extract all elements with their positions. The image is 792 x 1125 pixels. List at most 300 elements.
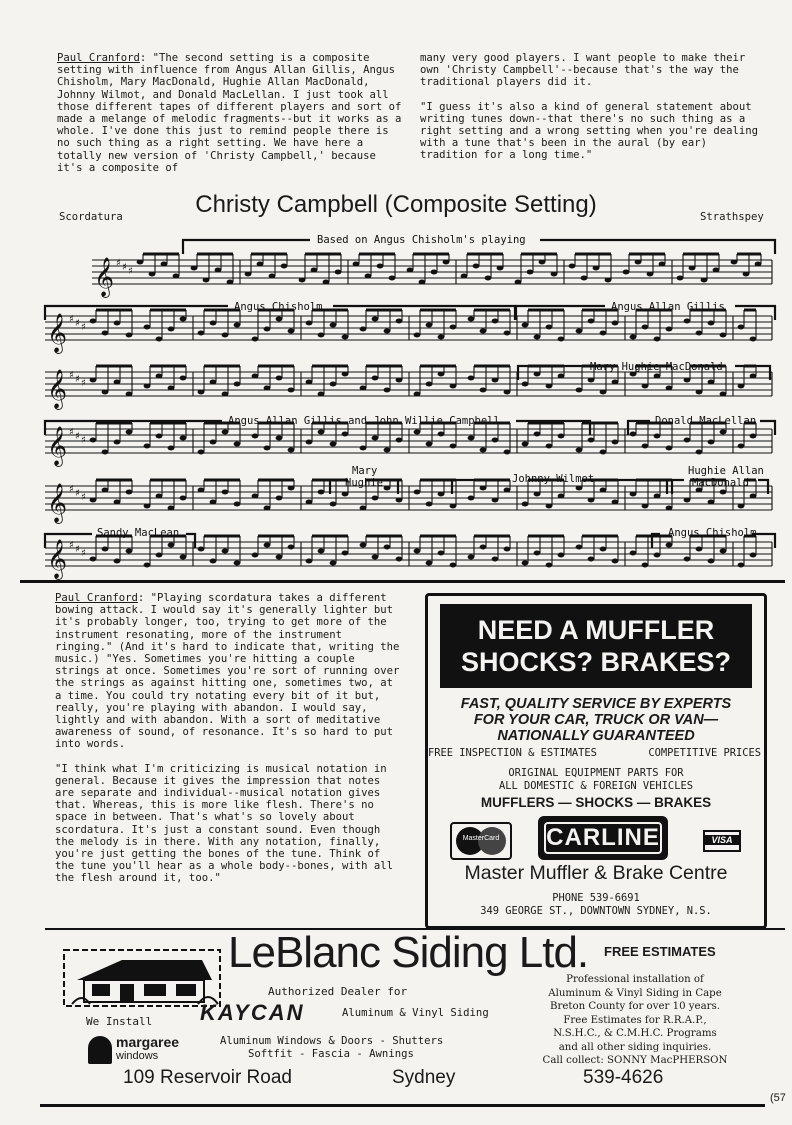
- original-parts: [428, 767, 764, 793]
- note-head: [708, 440, 715, 445]
- note-head: [330, 323, 337, 328]
- business-phone: PHONE 539-6691: [552, 892, 640, 904]
- sharp-icon: ♯: [81, 322, 86, 333]
- note-head: [419, 280, 426, 285]
- note-head: [372, 317, 379, 322]
- section-label: Based on Angus Chisholm's playing: [317, 234, 526, 246]
- note-head: [372, 376, 379, 381]
- note-head: [534, 551, 541, 556]
- note-head: [534, 432, 541, 437]
- note-head: [365, 274, 372, 279]
- note-head: [234, 323, 241, 328]
- note-head: [522, 561, 529, 566]
- note-head: [414, 430, 421, 435]
- note-head: [438, 432, 445, 437]
- note-head: [492, 498, 499, 503]
- note-head: [600, 450, 607, 455]
- note-head: [696, 331, 703, 336]
- desc-line: Breton County for over 10 years.: [550, 1001, 720, 1012]
- note-head: [384, 329, 391, 334]
- note-head: [288, 329, 295, 334]
- note-head: [156, 337, 163, 342]
- note-head: [684, 557, 691, 562]
- section-brackets: [45, 234, 775, 548]
- note-head: [161, 262, 168, 267]
- note-head: [102, 331, 109, 336]
- treble-clef-icon: 𝄞: [47, 483, 68, 523]
- note-head: [612, 440, 619, 445]
- note-head: [642, 325, 649, 330]
- note-head: [156, 553, 163, 558]
- note-head: [426, 382, 433, 387]
- note-head: [605, 278, 612, 283]
- note-head: [551, 272, 558, 277]
- note-head: [612, 559, 619, 564]
- section-label: Mary: [352, 465, 378, 477]
- note-head: [335, 270, 342, 275]
- note-head: [426, 502, 433, 507]
- note-head: [414, 392, 421, 397]
- note-head: [90, 378, 97, 383]
- note-head: [522, 323, 529, 328]
- note-head: [720, 392, 727, 397]
- note-head: [330, 382, 337, 387]
- note-head: [588, 438, 595, 443]
- sharp-icon: ♯: [69, 484, 74, 495]
- note-head: [450, 563, 457, 568]
- note-head: [642, 504, 649, 509]
- note-head: [684, 498, 691, 503]
- note-head: [738, 563, 745, 568]
- note-head: [311, 268, 318, 273]
- note-head: [372, 555, 379, 560]
- note-head: [372, 496, 379, 501]
- note-head: [534, 372, 541, 377]
- note-head: [306, 440, 313, 445]
- sharp-icon: ♯: [81, 492, 86, 503]
- note-head: [276, 555, 283, 560]
- note-head: [504, 450, 511, 455]
- note-head: [306, 559, 313, 564]
- note-head: [168, 506, 175, 511]
- note-head: [198, 450, 205, 455]
- note-head: [323, 280, 330, 285]
- competitive-prices: COMPETITIVE PRICES: [648, 747, 761, 759]
- note-head: [222, 490, 229, 495]
- note-head: [558, 374, 565, 379]
- note-head: [738, 325, 745, 330]
- note-head: [90, 557, 97, 562]
- treble-clef-icon: 𝄞: [47, 313, 68, 353]
- note-head: [330, 502, 337, 507]
- sharp-icon: ♯: [122, 262, 127, 273]
- note-head: [684, 319, 691, 324]
- speaker-name: Paul Cranford: [57, 52, 140, 64]
- kaycan-logo: KAYCAN: [200, 1000, 305, 1025]
- note-head: [144, 384, 151, 389]
- note-head: [114, 440, 121, 445]
- note-head: [288, 545, 295, 550]
- note-head: [558, 434, 565, 439]
- note-head: [114, 321, 121, 326]
- note-head: [527, 270, 534, 275]
- note-head: [384, 388, 391, 393]
- note-head: [588, 319, 595, 324]
- note-head: [198, 488, 205, 493]
- note-head: [203, 278, 210, 283]
- note-head: [180, 555, 187, 560]
- note-head: [360, 386, 367, 391]
- note-head: [720, 333, 727, 338]
- note-head: [600, 488, 607, 493]
- note-head: [576, 486, 583, 491]
- carline-text: CARLINE: [544, 822, 662, 854]
- note-head: [210, 559, 217, 564]
- note-head: [306, 500, 313, 505]
- note-head: [168, 386, 175, 391]
- note-head: [414, 549, 421, 554]
- note-head: [215, 268, 222, 273]
- note-head: [276, 496, 283, 501]
- carline-logo: [538, 816, 668, 860]
- note-head: [156, 434, 163, 439]
- note-head: [546, 325, 553, 330]
- note-head: [450, 444, 457, 449]
- note-head: [180, 436, 187, 441]
- note-head: [492, 378, 499, 383]
- section-label: Angus Chisholm: [668, 527, 757, 539]
- note-head: [522, 502, 529, 507]
- note-head: [647, 272, 654, 277]
- section-divider: [40, 1104, 765, 1107]
- note-head: [318, 490, 325, 495]
- sharp-icon: ♯: [69, 427, 74, 438]
- note-head: [713, 268, 720, 273]
- treble-clef-icon: 𝄞: [94, 257, 115, 297]
- note-head: [468, 555, 475, 560]
- note-head: [635, 260, 642, 265]
- note-head: [264, 327, 271, 332]
- article-paragraph: "I think what I'm criticizing is musical notation in general. Because it gives the impression that notes are separate and individual--musical notation gives that. Whereas, this is more like flesh. There's no space in between. That's what's so lovely about scordatura. It's just a constant sound. Even though the melody is in there. With any notation, finally, you're just getting the bones of the tune. Think of the tune you'll hear as a whole body--bones, with all the flesh around it, too.": [55, 762, 394, 885]
- note-head: [468, 436, 475, 441]
- note-head: [144, 444, 151, 449]
- business-city: Sydney: [392, 1067, 456, 1088]
- article-intro-right: [420, 52, 765, 174]
- note-head: [534, 492, 541, 497]
- note-head: [666, 327, 673, 332]
- note-head: [750, 374, 757, 379]
- note-head: [156, 374, 163, 379]
- note-head: [696, 450, 703, 455]
- note-head: [264, 386, 271, 391]
- note-head: [576, 448, 583, 453]
- note-head: [468, 376, 475, 381]
- desc-line: Aluminum & Vinyl Siding in Cape: [548, 987, 722, 999]
- note-head: [288, 448, 295, 453]
- treble-clef-icon: 𝄞: [47, 369, 68, 409]
- note-head: [156, 494, 163, 499]
- note-head: [485, 276, 492, 281]
- note-head: [701, 278, 708, 283]
- muffler-advertisement: [425, 593, 767, 929]
- note-head: [696, 390, 703, 395]
- note-head: [654, 434, 661, 439]
- note-head: [593, 266, 600, 271]
- desc-line: N.S.H.C., & C.M.H.C. Programs: [553, 1028, 717, 1039]
- house-icon: [62, 942, 222, 1008]
- note-head: [666, 506, 673, 511]
- note-head: [708, 559, 715, 564]
- note-head: [222, 430, 229, 435]
- note-head: [720, 549, 727, 554]
- section-label: Sandy MacLean: [97, 527, 180, 539]
- note-head: [480, 388, 487, 393]
- note-head: [581, 276, 588, 281]
- note-head: [180, 376, 187, 381]
- speaker-name: Paul Cranford: [55, 592, 138, 604]
- note-head: [654, 494, 661, 499]
- note-head: [252, 434, 259, 439]
- sharp-icon: ♯: [75, 544, 80, 555]
- visa-logo: [703, 830, 741, 852]
- note-head: [438, 372, 445, 377]
- note-head: [492, 438, 499, 443]
- business-phone: 539-4626: [583, 1067, 664, 1088]
- note-head: [396, 319, 403, 324]
- note-head: [234, 442, 241, 447]
- note-head: [384, 545, 391, 550]
- note-head: [234, 502, 241, 507]
- note-head: [360, 327, 367, 332]
- sharp-icon: ♯: [75, 318, 80, 329]
- note-head: [114, 380, 121, 385]
- note-head: [144, 563, 151, 568]
- note-head: [396, 438, 403, 443]
- note-head: [731, 260, 738, 265]
- mastercard-logo: [450, 822, 512, 860]
- note-head: [558, 337, 565, 342]
- sharp-icon: ♯: [116, 258, 121, 269]
- tune-title: Christy Campbell (Composite Setting): [195, 191, 597, 218]
- note-head: [264, 446, 271, 451]
- note-head: [642, 384, 649, 389]
- note-head: [558, 553, 565, 558]
- note-head: [504, 547, 511, 552]
- note-head: [750, 494, 757, 499]
- note-head: [168, 543, 175, 548]
- note-head: [360, 446, 367, 451]
- note-head: [426, 442, 433, 447]
- note-head: [443, 260, 450, 265]
- treble-clef-icon: 𝄞: [47, 539, 68, 579]
- note-head: [666, 446, 673, 451]
- note-head: [342, 372, 349, 377]
- note-head: [306, 321, 313, 326]
- tagline-line: FOR YOUR CAR, TRUCK OR VAN—: [473, 712, 719, 728]
- note-head: [342, 432, 349, 437]
- note-head: [318, 430, 325, 435]
- note-head: [588, 498, 595, 503]
- tagline-line: NATIONALLY GUARANTEED: [497, 728, 695, 744]
- note-head: [492, 319, 499, 324]
- note-head: [102, 390, 109, 395]
- we-install: We Install: [86, 1015, 153, 1028]
- note-head: [126, 490, 133, 495]
- note-head: [630, 335, 637, 340]
- note-head: [198, 331, 205, 336]
- music-score: [0, 230, 792, 580]
- note-head: [396, 557, 403, 562]
- note-head: [738, 444, 745, 449]
- note-head: [569, 264, 576, 269]
- sharp-icon: ♯: [75, 431, 80, 442]
- note-head: [654, 553, 661, 558]
- note-head: [222, 392, 229, 397]
- business-description: [500, 973, 770, 1068]
- section-label: MacDonald: [692, 477, 749, 489]
- note-head: [696, 547, 703, 552]
- note-head: [288, 388, 295, 393]
- note-head: [299, 278, 306, 283]
- note-head: [492, 557, 499, 562]
- note-head: [330, 442, 337, 447]
- note-head: [180, 317, 187, 322]
- products-line: Aluminum Windows & Doors - Shutters: [220, 1035, 444, 1047]
- note-head: [450, 504, 457, 509]
- note-head: [468, 317, 475, 322]
- note-head: [438, 551, 445, 556]
- section-label: Donald MacLellan: [655, 415, 757, 427]
- note-head: [144, 325, 151, 330]
- sharp-icon: ♯: [69, 314, 74, 325]
- note-head: [708, 500, 715, 505]
- note-head: [372, 436, 379, 441]
- note-head: [414, 333, 421, 338]
- note-head: [504, 390, 511, 395]
- note-head: [252, 494, 259, 499]
- desc-line: Free Estimates for R.R.A.P.,: [563, 1014, 707, 1026]
- section-label: Mary Hughie MacDonald: [590, 361, 723, 373]
- note-head: [234, 382, 241, 387]
- section-divider: [20, 580, 785, 583]
- note-head: [738, 384, 745, 389]
- note-head: [666, 386, 673, 391]
- note-head: [276, 317, 283, 322]
- note-head: [497, 266, 504, 271]
- article-scordatura: [55, 592, 400, 897]
- section-label: Johnny Wilmot: [512, 473, 595, 485]
- note-head: [222, 549, 229, 554]
- note-head: [720, 490, 727, 495]
- note-head: [546, 384, 553, 389]
- margaree-name: margaree: [116, 1034, 180, 1050]
- note-head: [342, 551, 349, 556]
- business-name: Master Muffler & Brake Centre: [464, 862, 728, 884]
- note-head: [90, 438, 97, 443]
- note-head: [126, 333, 133, 338]
- parts-list: MUFFLERS — SHOCKS — BRAKES: [480, 795, 712, 810]
- note-head: [600, 390, 607, 395]
- note-head: [480, 329, 487, 334]
- note-head: [689, 266, 696, 271]
- note-head: [114, 500, 121, 505]
- sharp-icon: ♯: [81, 378, 86, 389]
- note-head: [137, 260, 144, 265]
- note-head: [288, 486, 295, 491]
- sharp-icon: ♯: [75, 374, 80, 385]
- note-head: [708, 321, 715, 326]
- note-head: [210, 380, 217, 385]
- note-head: [276, 436, 283, 441]
- note-head: [612, 500, 619, 505]
- note-head: [720, 430, 727, 435]
- desc-line: and all other siding inquiries.: [558, 1041, 712, 1053]
- note-head: [168, 327, 175, 332]
- sharp-icon: ♯: [128, 266, 133, 277]
- note-head: [276, 376, 283, 381]
- note-head: [426, 323, 433, 328]
- note-head: [318, 333, 325, 338]
- note-head: [576, 388, 583, 393]
- desc-line: Call collect: SONNY MacPHERSON: [542, 1055, 728, 1066]
- note-head: [438, 335, 445, 340]
- note-head: [600, 547, 607, 552]
- note-head: [102, 488, 109, 493]
- ad-headline-banner: [440, 604, 752, 688]
- note-head: [222, 333, 229, 338]
- treble-clef-icon: 𝄞: [47, 426, 68, 466]
- ad-headline: SHOCKS? BRAKES?: [460, 647, 731, 677]
- note-head: [426, 561, 433, 566]
- desc-line: Professional installation of: [566, 974, 704, 985]
- sharp-icon: ♯: [81, 435, 86, 446]
- note-head: [126, 549, 133, 554]
- note-head: [264, 543, 271, 548]
- note-head: [90, 498, 97, 503]
- note-head: [684, 378, 691, 383]
- note-head: [126, 392, 133, 397]
- note-head: [330, 561, 337, 566]
- orig-line: ALL DOMESTIC & FOREIGN VEHICLES: [499, 780, 693, 792]
- note-head: [180, 496, 187, 501]
- note-head: [318, 549, 325, 554]
- sharp-icon: ♯: [69, 370, 74, 381]
- margaree-logo: [88, 1034, 208, 1068]
- note-head: [642, 563, 649, 568]
- orig-line: ORIGINAL EQUIPMENT PARTS FOR: [508, 767, 684, 779]
- note-head: [630, 432, 637, 437]
- products-line: Softfit - Fascia - Awnings: [248, 1048, 414, 1060]
- note-head: [480, 486, 487, 491]
- note-head: [102, 450, 109, 455]
- note-head: [114, 559, 121, 564]
- note-head: [210, 440, 217, 445]
- note-head: [377, 264, 384, 269]
- note-head: [438, 492, 445, 497]
- note-head: [534, 335, 541, 340]
- note-head: [612, 321, 619, 326]
- visa-text: VISA: [705, 835, 739, 845]
- section-label: Angus Allan Gillis: [611, 301, 725, 313]
- note-head: [269, 274, 276, 279]
- note-head: [144, 504, 151, 509]
- note-head: [407, 268, 414, 273]
- note-head: [384, 448, 391, 453]
- note-head: [149, 272, 156, 277]
- sharp-icon: ♯: [75, 488, 80, 499]
- note-head: [173, 274, 180, 279]
- note-head: [522, 442, 529, 447]
